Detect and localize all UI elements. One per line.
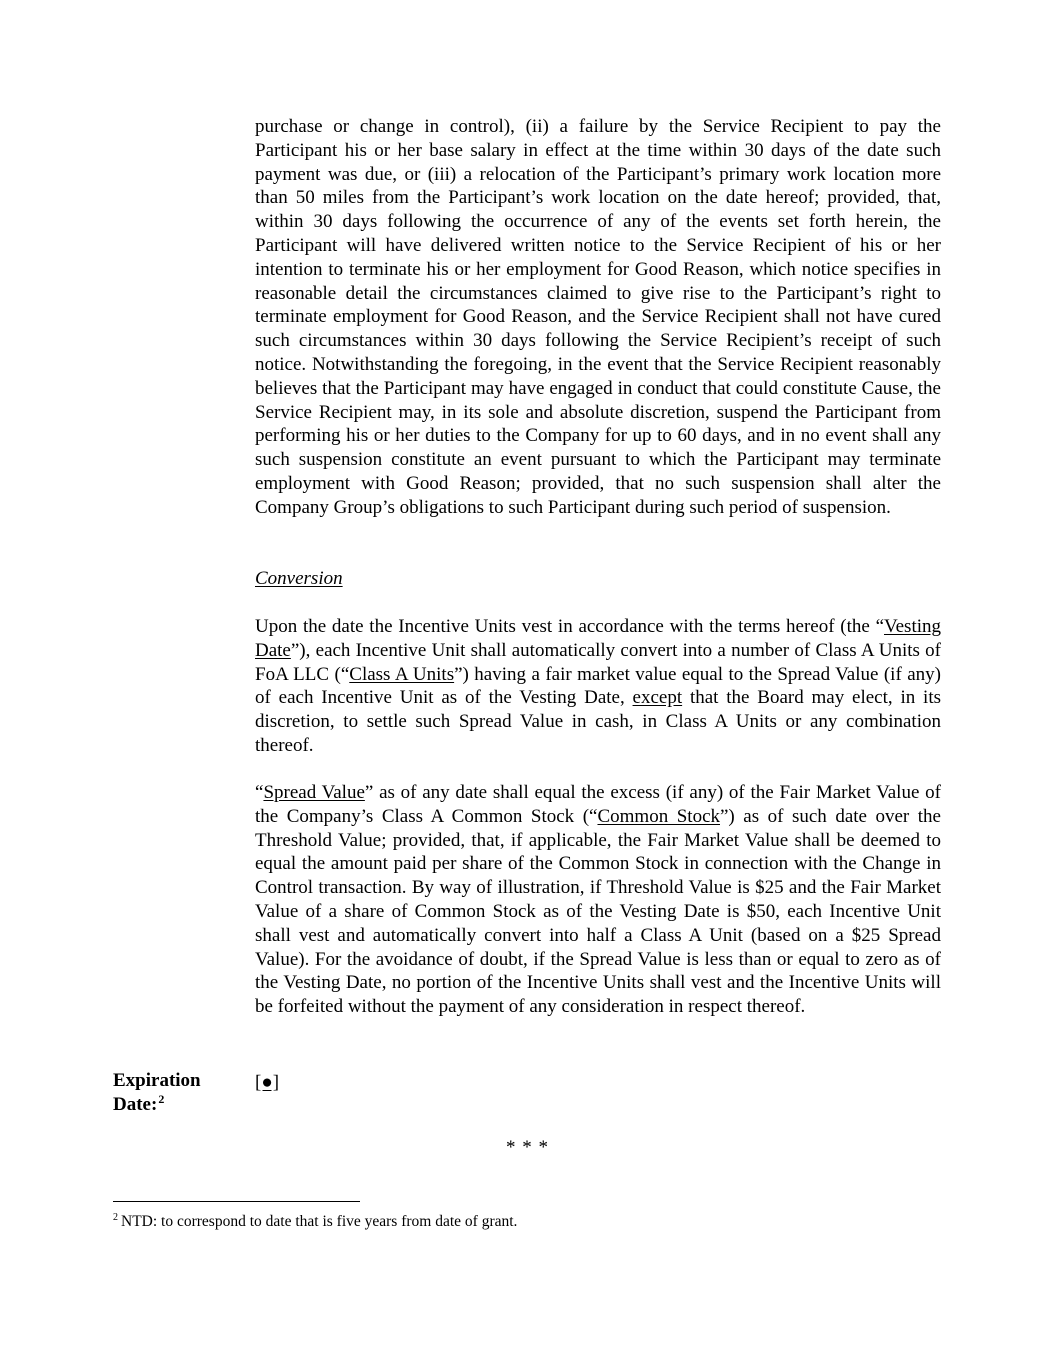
text-run: ”) having a fair market value equal to the Spread Value (if any) of each Incentive Unit as of the Vesting Date, <box>255 663 941 709</box>
footnote-text: NTD: to correspond to date that is five years from date of grant. <box>121 1213 518 1230</box>
text-run: ”), each Incentive Unit shall automatically convert into a number of Class A Units of FoA LLC (“ <box>255 639 941 685</box>
footnote-separator <box>113 1201 360 1202</box>
expiration-date-label <box>113 1069 243 1117</box>
text-run: “ <box>255 782 264 803</box>
text-run: ”) as of such date over the Threshold Value; provided, that, if applicable, the Fair Market Value shall be deemed to equal the amount paid per share of the Common Stock in connection with the Change in Control transaction. By way of illustration, if Threshold Value is $25 and the Fair Market Value of a share of Common Stock as of the Vesting Date is $50, each Incentive Unit shall vest and automatically convert into half a Class A Unit (based on a $25 Spread Value). For the avoidance of doubt, if the Spread Value is less than or equal to zero as of the Vesting Date, no portion of the Incentive Units shall vest and the Incentive Units will be forfeited without the payment of any consideration in respect thereof. <box>255 805 941 1018</box>
defined-term-class-a-units: Class A Units <box>349 663 455 685</box>
defined-term-vesting-date: Vesting Date <box>255 616 941 661</box>
footnote <box>113 1212 517 1232</box>
text-run: ” as of any date shall equal the excess (if any) of the Fair Market Value of the Company’s Class A Common Stock (“ <box>255 782 941 827</box>
defined-term-common-stock: Common Stock <box>597 805 720 827</box>
footnote-number: 2 <box>113 1212 118 1223</box>
footnote-reference: 2 <box>158 1091 165 1106</box>
defined-term-spread-value: Spread Value <box>263 782 365 803</box>
section-break: * * * <box>506 1137 549 1158</box>
text-run: Upon the date the Incentive Units vest in accordance with the terms hereof (the “ <box>255 616 884 637</box>
good-reason-paragraph: purchase or change in control), (ii) a failure by the Service Recipient to pay the Participant his or her base salary in effect at the time within 30 days of the date such payment was due, or (iii) a relocation of the Participant’s primary work location more than 50 miles from the Participant’s work location on the date hereof; provided, that, within 30 days following the occurrence of any of the events set forth herein, the Participant will have delivered written notice to the Service Recipient of his or her intention to terminate his or her employment for Good Reason, which notice specifies in reasonable detail the circumstances claimed to give rise to the Participant’s right to terminate employment for Good Reason, and the Service Recipient shall not have cured such circumstances within 30 days following the Service Recipient’s receipt of such notice. Notwithstanding the foregoing, in the event that the Service Recipient reasonably believes that the Participant may have engaged in conduct that could constitute Cause, the Service Recipient may, in its sole and absolute discretion, suspend the Participant from performing his or her duties to the Company for up to 60 days, and in no event shall any such suspension constitute an event pursuant to which the Participant may terminate employment with Good Reason; provided, that no such suspension shall alter the Company Group’s obligations to such Participant during such period of suspension. <box>255 116 941 518</box>
spread-value-paragraph <box>255 781 941 1019</box>
conversion-paragraph <box>255 615 941 758</box>
text-run: that the Board may elect, in its discretion, to settle such Spread Value in cash, in Class A Units or any combination thereof. <box>255 687 941 756</box>
expiration-label-text: Expiration Date: <box>113 1070 201 1115</box>
emphasis-except: except <box>632 687 683 709</box>
conversion-heading: Conversion <box>255 568 343 589</box>
expiration-date-value: [●] <box>255 1072 280 1093</box>
